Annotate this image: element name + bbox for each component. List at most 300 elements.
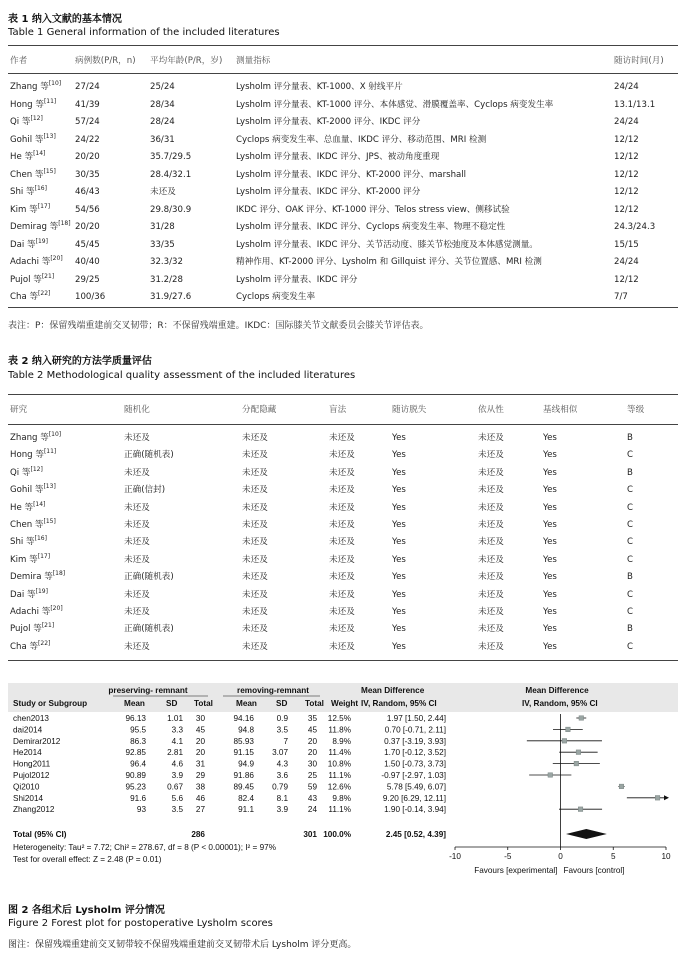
table1-followup: 13.1/13.1 <box>614 99 656 110</box>
exp-total: 30 <box>195 714 205 723</box>
ctrl-mean: 82.4 <box>238 793 254 803</box>
reference-marker: [22] <box>38 290 51 298</box>
table1-header-cell: 随访时间(月) <box>614 56 664 66</box>
table2-allocation: 未还及 <box>242 624 268 635</box>
reference-marker: [11] <box>43 448 57 456</box>
table2-randomization: 未还及 <box>124 607 150 617</box>
reference-marker: [19] <box>35 587 48 595</box>
study-marker <box>566 727 571 732</box>
table1-author: He 等[14] <box>10 150 46 162</box>
table1-author: Pujol 等[21] <box>10 272 55 285</box>
reference-marker: [20] <box>50 605 63 613</box>
table2-allocation: 未还及 <box>242 450 268 461</box>
table2-grade: C <box>627 520 634 530</box>
table2-randomization: 未还及 <box>124 641 150 652</box>
table2-blinding: 未还及 <box>329 537 355 548</box>
study-name: Qi2010 <box>13 782 40 792</box>
table2-allocation: 未还及 <box>242 554 268 565</box>
reference-marker: [11] <box>43 97 57 105</box>
table1-age: 28.4/32.1 <box>150 169 192 180</box>
table1-followup: 12/12 <box>614 187 639 197</box>
table2-loss: Yes <box>392 607 406 617</box>
table1-measures: Lysholm 评分量表、KT-1000 评分、本体感觉、滑膜覆盖率、Cyclops 病变发生率 <box>236 99 554 110</box>
table1-measures: Lysholm 评分量表、IKDC 评分、JPS、被动角度重现 <box>236 152 440 162</box>
table1-measures: Cyclops 病变发生率、总血量、IKDC 评分、移动范围、MRI 检测 <box>236 134 487 145</box>
table1-measures: Lysholm 评分量表、IKDC 评分、KT-2000 评分、marshall <box>236 169 467 180</box>
table1-author: Gohil 等[13] <box>10 132 56 145</box>
table1-age: 31.2/28 <box>150 274 183 285</box>
reference-marker: [16] <box>34 535 47 543</box>
table1-cases: 29/25 <box>75 274 100 285</box>
table2-grade: C <box>627 450 634 461</box>
exp-mean: 95.23 <box>125 782 146 792</box>
reference-marker: [10] <box>48 431 62 439</box>
table2-blinding: 未还及 <box>329 589 355 600</box>
forest-column-header: SD <box>166 699 178 708</box>
table1-measures: IKDC 评分、OAK 评分、KT-1000 评分、Telos stress view、侧移试验 <box>236 204 510 215</box>
table2-header-rule <box>8 424 678 425</box>
ctrl-mean: 94.16 <box>233 714 254 723</box>
forest-column-header: Mean <box>236 699 257 708</box>
exp-total: 20 <box>195 736 205 746</box>
ctrl-total: 25 <box>307 771 317 780</box>
table1-measures: Lysholm 评分量表、KT-1000、X 射线平片 <box>236 82 403 92</box>
x-tick-label: -10 <box>449 852 461 861</box>
table1-age: 未还及 <box>150 187 176 197</box>
table1-cases: 30/35 <box>75 169 100 180</box>
table2-bottom-rule <box>8 660 678 661</box>
table2-header-cell: 等级 <box>627 405 645 415</box>
table2-caption-en: Table 2 Methodological quality assessment of the included literatures <box>8 370 356 381</box>
table1-author: Hong 等[11] <box>10 97 57 110</box>
reference-marker: [15] <box>43 518 56 526</box>
table2-study: Shi 等[16] <box>10 535 47 548</box>
table1-cases: 24/22 <box>75 134 100 145</box>
study-name: Demirar2012 <box>13 736 61 746</box>
study-weight: 11.8% <box>328 725 351 735</box>
reference-marker: [16] <box>34 185 47 193</box>
figure2-note: 图注：保留残端重建前交叉韧带较不保留残端重建前交叉韧带术后 Lysholm 评分更高。 <box>8 940 357 950</box>
study-marker <box>655 796 660 801</box>
table1-age: 28/34 <box>150 99 175 110</box>
table1-author: Dai 等[19] <box>10 237 48 250</box>
table2-randomization: 正确(随机表) <box>124 624 174 635</box>
table2-grade: C <box>627 641 634 652</box>
study-weight: 9.8% <box>332 793 351 803</box>
figure2-caption-cn: 图 2 各组术后 Lysholm 评分情况 <box>8 905 165 916</box>
table2-study: Pujol 等[21] <box>10 622 55 635</box>
table2-loss: Yes <box>392 502 406 513</box>
table2-grade: C <box>627 554 634 565</box>
table2-loss: Yes <box>392 537 406 548</box>
table2-loss: Yes <box>392 450 406 461</box>
table1-cases: 40/40 <box>75 257 100 267</box>
table1-author: Chen 等[15] <box>10 167 56 180</box>
table1-age: 32.3/32 <box>150 257 183 267</box>
table2-study: Demira 等[18] <box>10 570 66 583</box>
table1-followup: 24/24 <box>614 82 639 92</box>
table1-measures: Cyclops 病变发生率 <box>236 292 316 302</box>
table2-grade: B <box>627 624 633 635</box>
table1-followup: 12/12 <box>614 274 639 285</box>
study-ci: 1.70 [-0.12, 3.52] <box>384 748 446 758</box>
table2-loss: Yes <box>392 485 406 496</box>
table2-grade: B <box>627 572 633 583</box>
study-ci: 1.97 [1.50, 2.44] <box>386 714 446 723</box>
x-tick-label: 10 <box>661 852 671 861</box>
table2-randomization: 正确(随机表) <box>124 572 174 583</box>
ctrl-sd: 3.5 <box>276 725 288 735</box>
table1-measures: Lysholm 评分量表、IKDC 评分、Cyclops 病变发生率、物理不稳定性 <box>236 222 506 232</box>
exp-total: 20 <box>195 748 205 758</box>
reference-marker: [14] <box>33 150 46 158</box>
table2-compliance: 未还及 <box>478 572 504 583</box>
forest-column-header: Study or Subgroup <box>13 699 88 708</box>
study-weight: 12.6% <box>327 782 351 792</box>
study-ci: 5.78 [5.49, 6.07] <box>386 782 446 792</box>
table1-caption-cn: 表 1 纳入文献的基本情况 <box>8 14 122 25</box>
table1-followup: 12/12 <box>614 152 639 162</box>
study-weight: 8.9% <box>332 736 351 746</box>
table2-grade: C <box>627 502 634 513</box>
table2-allocation: 未还及 <box>242 502 268 513</box>
ctrl-mean: 91.1 <box>238 805 254 815</box>
exp-sd: 4.1 <box>171 736 183 746</box>
study-ci: -0.97 [-2.97, 1.03] <box>381 771 446 780</box>
table1-header-cell: 作者 <box>10 56 28 66</box>
table1-author: Shi 等[16] <box>10 185 47 197</box>
table1-header-cell: 测量指标 <box>236 56 271 66</box>
study-ci: 0.70 [-0.71, 2.11] <box>384 725 446 735</box>
table1-author: Cha 等[22] <box>10 290 51 302</box>
reference-marker: [17] <box>37 552 51 560</box>
table2-grade: B <box>627 467 633 478</box>
reference-marker: [15] <box>43 167 56 175</box>
table2-baseline: Yes <box>543 520 557 530</box>
table2-study: Cha 等[22] <box>10 639 51 652</box>
ctrl-total: 24 <box>307 805 317 815</box>
study-ci: 9.20 [6.29, 12.11] <box>382 793 446 803</box>
table2-loss: Yes <box>392 467 406 478</box>
table2-compliance: 未还及 <box>478 641 504 652</box>
table2-loss: Yes <box>392 554 406 565</box>
table2-blinding: 未还及 <box>329 641 355 652</box>
ctrl-total: 35 <box>307 714 317 723</box>
table2-study: Dai 等[19] <box>10 587 48 600</box>
reference-marker: [10] <box>48 80 62 88</box>
table2-study: Qi 等[12] <box>10 465 43 478</box>
exp-mean: 95.5 <box>130 725 146 735</box>
table2-baseline: Yes <box>543 554 557 565</box>
table2-baseline: Yes <box>543 450 557 461</box>
ctrl-mean: 94.8 <box>238 725 254 735</box>
forest-column-header: IV, Random, 95% CI <box>522 699 598 708</box>
reference-marker: [14] <box>33 500 46 508</box>
study-weight: 11.1% <box>328 805 351 815</box>
study-name: Pujol2012 <box>13 771 50 780</box>
table1-age: 25/24 <box>150 82 175 92</box>
reference-marker: [13] <box>43 483 56 491</box>
table1-cases: 20/20 <box>75 222 100 232</box>
table1-cases: 45/45 <box>75 239 100 250</box>
table1-author: Zhang 等[10] <box>10 80 62 92</box>
table1-author: Kim 等[17] <box>10 202 51 215</box>
exp-sd: 3.5 <box>171 805 183 815</box>
table2-baseline: Yes <box>543 641 557 652</box>
table2-blinding: 未还及 <box>329 572 355 583</box>
total-ctrl: 301 <box>303 830 317 839</box>
table1-followup: 24.3/24.3 <box>614 222 656 232</box>
table2-allocation: 未还及 <box>242 537 268 548</box>
table2-baseline: Yes <box>543 502 557 513</box>
table2-allocation: 未还及 <box>242 607 268 617</box>
study-ci: 0.37 [-3.19, 3.93] <box>384 736 446 746</box>
table1-author: Qi 等[12] <box>10 115 43 127</box>
table2-study: Hong 等[11] <box>10 448 57 461</box>
table2-top-rule <box>8 394 678 395</box>
heterogeneity-text: Heterogeneity: Tau² = 7.72; Chi² = 278.67, df = 8 (P < 0.00001); I² = 97% <box>13 843 277 852</box>
ctrl-mean: 85.93 <box>233 736 254 746</box>
table1-followup: 15/15 <box>614 239 639 250</box>
table2-loss: Yes <box>392 589 406 600</box>
table2-randomization: 未还及 <box>124 537 150 548</box>
table2-compliance: 未还及 <box>478 467 504 478</box>
table2-loss: Yes <box>392 433 406 443</box>
study-marker <box>576 750 581 755</box>
table1-bottom-rule <box>8 307 678 308</box>
table2-allocation: 未还及 <box>242 520 268 530</box>
table2-blinding: 未还及 <box>329 624 355 635</box>
table1-cases: 46/43 <box>75 187 100 197</box>
study-ci: 1.90 [-0.14, 3.94] <box>384 805 446 815</box>
table2-caption-cn: 表 2 纳入研究的方法学质量评估 <box>8 356 152 367</box>
table1-measures: Lysholm 评分量表、KT-2000 评分、IKDC 评分 <box>236 117 421 127</box>
ctrl-sd: 0.9 <box>276 714 288 723</box>
study-marker <box>619 784 624 789</box>
exp-sd: 0.67 <box>167 782 183 792</box>
table1-age: 28/24 <box>150 117 175 127</box>
table1-age: 29.8/30.9 <box>150 204 192 215</box>
table2-randomization: 正确(信封) <box>124 485 166 496</box>
table1-measures: 精神作用、KT-2000 评分、Lysholm 和 Gillquist 评分、关节位置感、MRI 检测 <box>236 257 542 267</box>
table2-study: Kim 等[17] <box>10 552 51 565</box>
ci-arrow <box>664 795 669 800</box>
study-name: chen2013 <box>13 714 49 723</box>
study-marker <box>578 807 583 812</box>
ctrl-mean: 91.86 <box>233 771 254 780</box>
table2-blinding: 未还及 <box>329 450 355 461</box>
table2-randomization: 未还及 <box>124 520 150 530</box>
forest-column-header: Mean <box>124 699 145 708</box>
table2-baseline: Yes <box>543 467 557 478</box>
table2-allocation: 未还及 <box>242 589 268 600</box>
reference-marker: [20] <box>50 255 63 263</box>
ctrl-sd: 3.6 <box>276 771 288 780</box>
study-name: He2014 <box>13 748 42 758</box>
table2-header-cell: 随机化 <box>124 405 150 415</box>
table2-grade: C <box>627 589 634 600</box>
study-name: dai2014 <box>13 725 43 735</box>
table2-allocation: 未还及 <box>242 485 268 496</box>
ctrl-sd: 8.1 <box>276 793 288 803</box>
table1-followup: 7/7 <box>614 292 628 302</box>
table2-compliance: 未还及 <box>478 624 504 635</box>
table2-baseline: Yes <box>543 485 557 496</box>
table1-followup: 24/24 <box>614 257 639 267</box>
table2-compliance: 未还及 <box>478 537 504 548</box>
study-weight: 12.5% <box>327 714 351 723</box>
group-header-control: removing-remnant <box>237 686 309 695</box>
x-tick-label: 5 <box>610 852 616 861</box>
table2-header-cell: 分配隐藏 <box>242 405 277 415</box>
figure2-caption-en: Figure 2 Forest plot for postoperative Lysholm scores <box>8 918 273 929</box>
ctrl-total: 20 <box>307 748 317 758</box>
exp-mean: 90.89 <box>125 771 146 780</box>
table2-study: Chen 等[15] <box>10 518 56 530</box>
table2-allocation: 未还及 <box>242 467 268 478</box>
table2-allocation: 未还及 <box>242 433 268 443</box>
table1-author: Adachi 等[20] <box>10 255 63 267</box>
study-weight: 11.1% <box>328 771 351 780</box>
table2-baseline: Yes <box>543 607 557 617</box>
table1-measures: Lysholm 评分量表、IKDC 评分、关节活动度、膝关节松弛度及本体感觉测量。 <box>236 239 538 250</box>
overall-effect-text: Test for overall effect: Z = 2.48 (P = 0.01) <box>13 855 162 864</box>
ctrl-total: 30 <box>307 759 317 769</box>
group-header-experimental: preserving- remnant <box>108 686 188 695</box>
table2-blinding: 未还及 <box>329 607 355 617</box>
table2-header-cell: 盲法 <box>329 405 347 415</box>
table1-followup: 24/24 <box>614 117 639 127</box>
table1-age: 31.9/27.6 <box>150 292 192 302</box>
table1-age: 35.7/29.5 <box>150 152 192 162</box>
table2-baseline: Yes <box>543 624 557 635</box>
exp-total: 27 <box>195 805 205 815</box>
summary-diamond <box>566 829 607 839</box>
reference-marker: [22] <box>38 639 51 647</box>
exp-total: 31 <box>195 759 205 769</box>
exp-total: 29 <box>195 771 205 780</box>
table1-age: 36/31 <box>150 134 175 145</box>
reference-marker: [21] <box>41 272 55 280</box>
table1-author: Demirag 等[18] <box>10 220 71 232</box>
table1-cases: 54/56 <box>75 204 100 215</box>
exp-sd: 3.9 <box>171 771 183 780</box>
table2-grade: C <box>627 607 634 617</box>
exp-total: 45 <box>195 725 205 735</box>
ctrl-total: 45 <box>307 725 317 735</box>
table1-caption-en: Table 1 General information of the included literatures <box>8 27 280 38</box>
exp-total: 38 <box>195 782 205 792</box>
exp-mean: 92.85 <box>125 748 146 758</box>
table2-baseline: Yes <box>543 572 557 583</box>
study-marker <box>562 739 567 744</box>
study-ci: 1.50 [-0.73, 3.73] <box>384 759 446 769</box>
table2-randomization: 正确(随机表) <box>124 450 174 461</box>
reference-marker: [19] <box>35 237 48 245</box>
md-header: Mean Difference <box>361 686 425 695</box>
forest-column-header: Total <box>194 699 213 708</box>
table2-allocation: 未还及 <box>242 572 268 583</box>
table2-randomization: 未还及 <box>124 589 150 600</box>
forest-column-header: SD <box>276 699 288 708</box>
table1-footnote: 表注：P：保留残端重建前交叉韧带；R：不保留残端重建。IKDC：国际膝关节文献委员会膝关节评估表。 <box>8 321 429 331</box>
table2-loss: Yes <box>392 641 406 652</box>
table1-header-cell: 病例数(P/R，n) <box>75 56 136 66</box>
table2-allocation: 未还及 <box>242 641 268 652</box>
favours-right: Favours [control] <box>563 866 625 875</box>
exp-sd: 4.6 <box>171 759 183 769</box>
ctrl-total: 43 <box>307 793 317 803</box>
table2-header-cell: 随访脱失 <box>392 405 427 415</box>
forest-plot <box>8 683 678 898</box>
study-weight: 10.8% <box>327 759 351 769</box>
table2-randomization: 未还及 <box>124 502 150 513</box>
table2-compliance: 未还及 <box>478 502 504 513</box>
table1-cases: 100/36 <box>75 292 106 302</box>
table2-randomization: 未还及 <box>124 554 150 565</box>
table2-header-cell: 研究 <box>10 405 28 415</box>
forest-column-header: Total <box>305 699 324 708</box>
study-weight: 11.4% <box>328 748 351 758</box>
table2-compliance: 未还及 <box>478 554 504 565</box>
table2-baseline: Yes <box>543 589 557 600</box>
table2-blinding: 未还及 <box>329 502 355 513</box>
table2-loss: Yes <box>392 520 406 530</box>
reference-marker: [12] <box>30 465 43 473</box>
table1-header-rule <box>8 73 678 74</box>
ctrl-total: 20 <box>307 736 317 746</box>
exp-total: 46 <box>195 793 205 803</box>
forest-column-header: Weight <box>331 699 359 708</box>
exp-mean: 86.3 <box>130 736 146 746</box>
study-marker <box>579 716 584 721</box>
exp-sd: 1.01 <box>167 714 183 723</box>
table2-compliance: 未还及 <box>478 520 504 530</box>
table2-compliance: 未还及 <box>478 485 504 496</box>
study-name: Zhang2012 <box>13 805 55 815</box>
exp-sd: 3.3 <box>171 725 183 735</box>
ctrl-sd: 0.79 <box>272 782 288 792</box>
total-weight: 100.0% <box>323 830 351 839</box>
table2-header-cell: 基线相似 <box>543 405 578 415</box>
ctrl-mean: 94.9 <box>238 759 254 769</box>
table1-cases: 27/24 <box>75 82 100 92</box>
table2-randomization: 未还及 <box>124 433 150 443</box>
table2-baseline: Yes <box>543 433 557 443</box>
ctrl-sd: 3.9 <box>276 805 288 815</box>
table2-compliance: 未还及 <box>478 607 504 617</box>
forest-column-header: IV, Random, 95% CI <box>361 699 437 708</box>
ctrl-sd: 3.07 <box>272 748 288 758</box>
table2-grade: C <box>627 485 634 496</box>
x-tick-label: -5 <box>504 852 512 861</box>
table1-followup: 12/12 <box>614 134 639 145</box>
table1-measures: Lysholm 评分量表、IKDC 评分、KT-2000 评分 <box>236 187 421 197</box>
ctrl-sd: 4.3 <box>276 759 288 769</box>
ctrl-mean: 91.15 <box>233 748 254 758</box>
table2-header-cell: 依从性 <box>478 405 504 415</box>
favours-left: Favours [experimental] <box>474 866 558 875</box>
table1-measures: Lysholm 评分量表、IKDC 评分 <box>236 274 358 285</box>
reference-marker: [12] <box>30 115 43 123</box>
exp-sd: 5.6 <box>171 793 183 803</box>
table1-top-rule <box>8 45 678 46</box>
table1-age: 31/28 <box>150 222 175 232</box>
table2-study: Adachi 等[20] <box>10 605 63 617</box>
table1-followup: 12/12 <box>614 169 639 180</box>
total-exp: 286 <box>191 830 205 839</box>
table2-compliance: 未还及 <box>478 450 504 461</box>
